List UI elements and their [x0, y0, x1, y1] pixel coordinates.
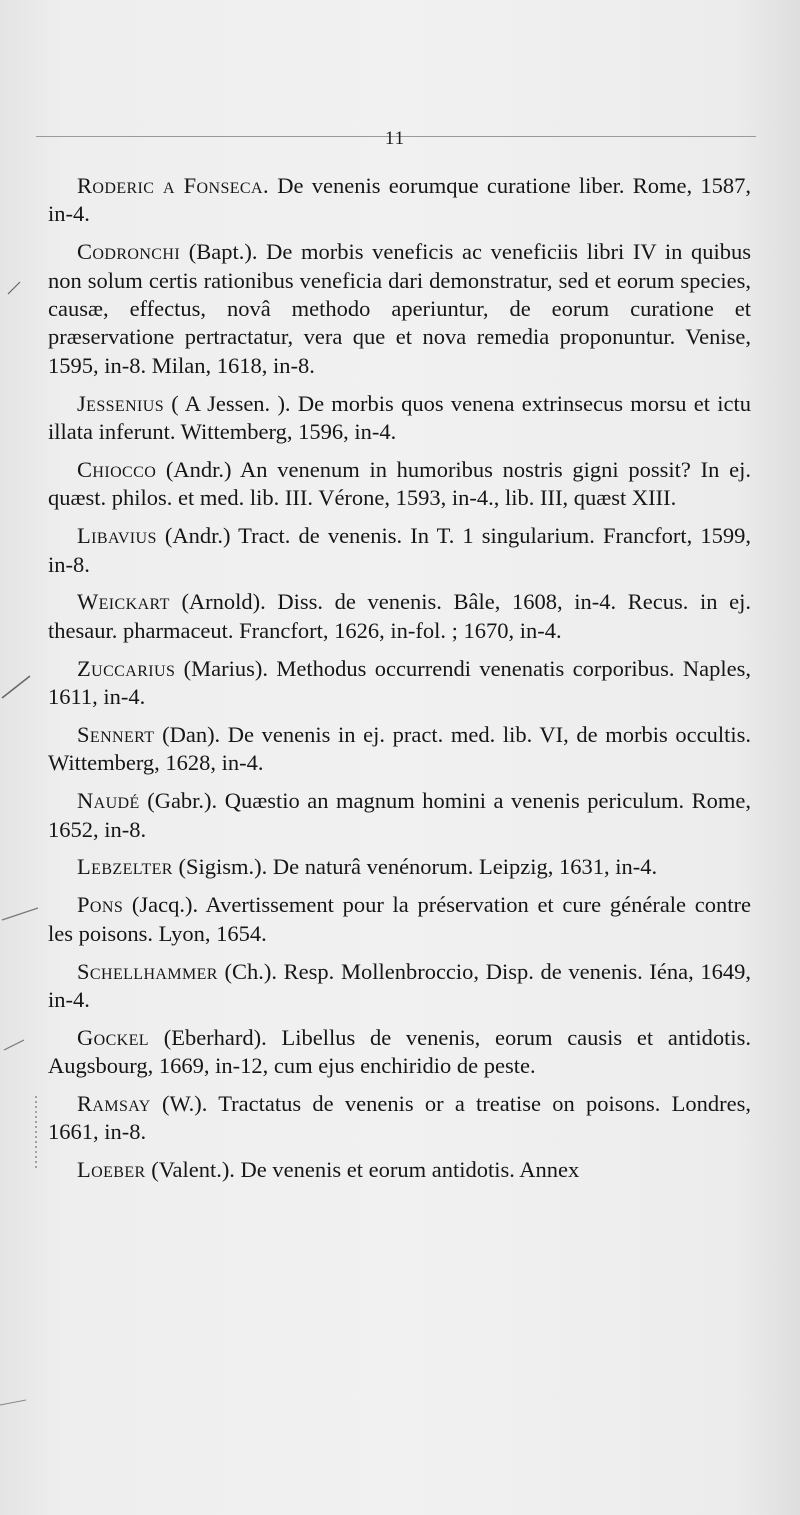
- entry-author: Schellhammer: [77, 958, 218, 984]
- entry-text: (W.). Tractatus de venenis or a treatise on poisons. Londres, 1661, in-8.: [48, 1091, 751, 1145]
- entry-author: Gockel: [77, 1024, 149, 1050]
- entry-text: (Eberhard). Libellus de venenis, eorum causis et antidotis. Augsbourg, 1669, in-12, cum ejus enchiridio de peste.: [48, 1024, 751, 1079]
- bibliography-entry: [48, 588, 751, 645]
- bibliography-entry: [48, 1024, 751, 1081]
- entry-text: (Andr.) Tract. de venenis. In T. 1 singularium. Francfort, 1599, in-8.: [48, 523, 751, 577]
- margin-mark: [8, 282, 20, 294]
- bibliography-entry: [48, 958, 751, 1015]
- bibliography-entry: [48, 721, 751, 778]
- entry-text: (Gabr.). Quæstio an magnum homini a venenis periculum. Rome, 1652, in-8.: [48, 788, 751, 842]
- bibliography-entry: [48, 456, 751, 513]
- entry-author: Loeber: [77, 1157, 146, 1183]
- margin-mark: [0, 1400, 26, 1405]
- entry-author: Naudé: [77, 788, 140, 814]
- entry-author: Chiocco: [77, 456, 157, 482]
- bibliography-entry: [48, 238, 751, 380]
- entry-author: Lebzelter: [77, 854, 173, 880]
- bibliography-entry: [48, 172, 751, 229]
- bibliography-entry: [48, 787, 751, 844]
- entry-text: (Jacq.). Avertissement pour la préservation et cure générale contre les poisons. Lyon, 1654.: [48, 892, 751, 946]
- bibliography-entry: [48, 655, 751, 712]
- entry-text: (Arnold). Diss. de venenis. Bâle, 1608, in-4. Recus. in ej. thesaur. pharmaceut. Francfort, 1626, in-fol. ; 1670, in-4.: [48, 589, 751, 643]
- entry-text: De venenis eorumque curatione liber. Rome, 1587, in-4.: [48, 173, 752, 227]
- bibliography-entry: [48, 853, 751, 881]
- bibliography-entry: [48, 1090, 751, 1147]
- bibliography-entry: [48, 390, 751, 447]
- entry-author: Ramsay: [77, 1091, 151, 1117]
- entry-author: Weickart: [77, 589, 170, 615]
- margin-mark: [2, 908, 38, 920]
- margin-mark: [4, 1040, 24, 1050]
- entry-author: Zuccarius: [77, 655, 176, 681]
- entry-text: (Marius). Methodus occurrendi venenatis corporibus. Naples, 1611, in-4.: [48, 655, 751, 710]
- bibliography-entry: [48, 891, 751, 948]
- entry-text: ( A Jessen. ). De morbis quos venena extrinsecus morsu et ictu illata inferunt. Wittemberg, 1596, in-4.: [48, 390, 751, 445]
- bibliography-entry: [48, 1156, 751, 1184]
- entry-text: (Dan). De venenis in ej. pract. med. lib. VI, de morbis occultis. Wittemberg, 1628, in-4.: [48, 721, 751, 776]
- entry-text: (Ch.). Resp. Mollenbroccio, Disp. de venenis. Iéna, 1649, in-4.: [48, 958, 751, 1012]
- entry-text: (Bapt.). De morbis veneficis ac veneficiis libri IV in quibus non solum certis rationibus veneficia dari demonstratur, sed et eorum species, causæ, effectus, novâ methodo aperiuntur, de eorum curatione et præservatione pertractatur, vera que et nova remedia proponuntur. Venise, 1595, in-8. Milan, 1618, in-8.: [48, 239, 751, 378]
- entry-author: Codronchi: [77, 239, 181, 265]
- entry-author: Jessenius: [77, 390, 165, 416]
- bibliography-entry: [48, 522, 751, 579]
- page-number: 11: [384, 128, 406, 149]
- entry-text: (Andr.) An venenum in humoribus nostris gigni possit? In ej. quæst. philos. et med. lib. III. Vérone, 1593, in-4., lib. III, quæst XIII.: [48, 456, 751, 511]
- entry-author: Pons: [77, 892, 124, 918]
- bibliography-list: [48, 172, 751, 1194]
- margin-mark: [2, 676, 30, 698]
- entry-author: Libavius: [77, 523, 157, 549]
- entry-text: (Valent.). De venenis et eorum antidotis. Annex: [145, 1157, 580, 1183]
- entry-author: Roderic a Fonseca.: [77, 173, 269, 198]
- entry-text: (Sigism.). De naturâ venénorum. Leipzig, 1631, in-4.: [172, 854, 658, 880]
- entry-author: Sennert: [77, 721, 155, 747]
